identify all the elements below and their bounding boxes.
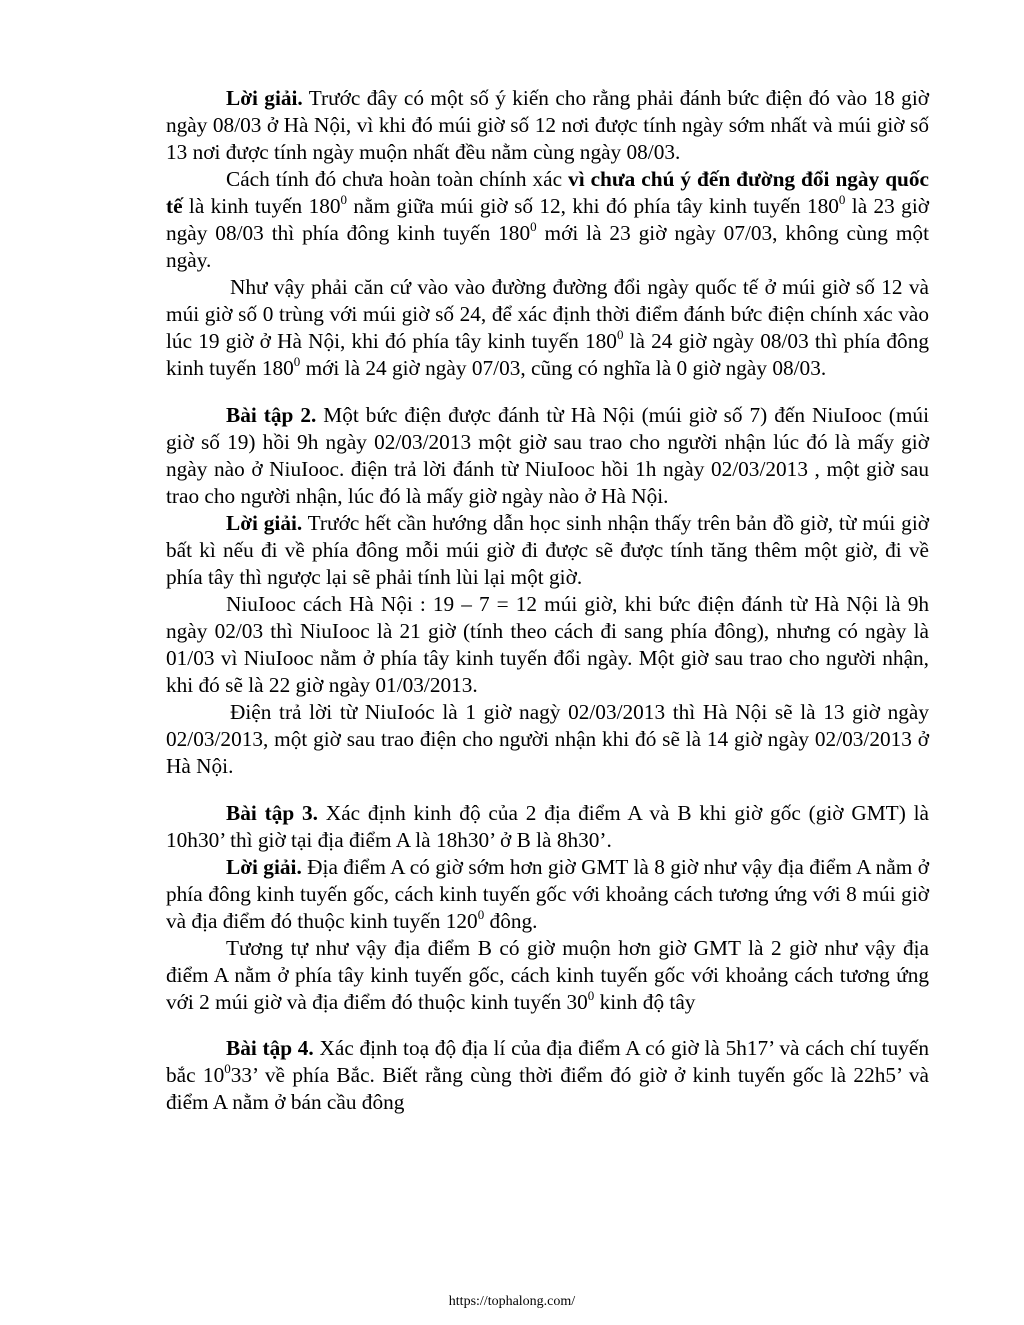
exercise-4-label: Bài tập 4. xyxy=(226,1036,314,1060)
solution-label: Lời giải. xyxy=(226,86,303,110)
solution-label: Lời giải. xyxy=(226,855,302,879)
exercise-3-label: Bài tập 3. xyxy=(226,801,318,825)
exercise-4: Bài tập 4. Xác định toạ độ địa lí của địa điểm A có giờ là 5h17’ và cách chí tuyến bắc $10^033$’ về phía Bắc. Biết rằng cùng thời điểm đó giờ ở kinh tuyến gốc là 22h5’ và điểm A nằm ở bán cầu đông xyxy=(166,1036,929,1114)
paragraph-reply-calc: Điện trả lời từ NiuIoóc là 1 giờ nagỳ 02/03/2013 thì Hà Nội sẽ là 13 giờ ngày 02/03/2013, một giờ sau trao điện cho người nhận khi đó sẽ là 14 giờ ngày 02/03/2013 ở Hà Nội. xyxy=(166,700,929,778)
exercise-2: Bài tập 2. Một bức điện được đánh từ Hà Nội (múi giờ số 7) đến NiuIooc (múi giờ số 19) hồi 9h ngày 02/03/2013 một giờ sau trao cho người nhận lúc đó là mấy giờ ngày nào ở NiuIooc. điện trả lời đánh từ NiuIooc hồi 1h ngày 02/03/2013 , một giờ sau trao cho người nhận, lúc đó là mấy giờ ngày nào ở Hà Nội. xyxy=(166,403,929,508)
bold-phrase: vì chưa chú ý đến đường đổi ngày quốc tế xyxy=(166,167,929,218)
paragraph-solution-2: Lời giải. Trước hết cần hướng dẫn học sinh nhận thấy trên bản đồ giờ, từ múi giờ bất kì nếu đi về phía đông mỗi múi giờ đi được sẽ được tính tăng thêm một giờ, đi về phía tây thì ngược lại sẽ phải tính lùi lại một giờ. xyxy=(166,511,929,589)
paragraph-newyork-calc: NiuIooc cách Hà Nội : 19 – 7 = 12 múi giờ, khi bức điện đánh từ Hà Nội là 9h ngày 02/03 thì NiuIooc là 21 giờ (tính theo cách đi sang phía đông), nhưng có ngày là 01/03 vì NiuIooc nằm ở phía tây kinh tuyến đổi ngày. Một giờ sau trao cho người nhận, khi đó sẽ là 22 giờ ngày 01/03/2013. xyxy=(166,592,929,697)
solution-label: Lời giải. xyxy=(226,511,303,535)
exercise-2-label: Bài tập 2. xyxy=(226,403,317,427)
paragraph-solution-1: Lời giải. Trước đây có một số ý kiến cho rằng phải đánh bức điện đó vào 18 giờ ngày 08/03 ở Hà Nội, vì khi đó múi giờ số 12 nơi được tính ngày sớm nhất và múi giờ số 13 nơi được tính ngày muộn nhất đều nằm cùng ngày 08/03. xyxy=(166,86,929,164)
paragraph-point-b: Tương tự như vậy địa điểm B có giờ muộn hơn giờ GMT là 2 giờ như vậy địa điểm A nằm ở phía tây kinh tuyến gốc, cách kinh tuyến gốc với khoảng cách tương ứng với 2 múi giờ và địa điểm đó thuộc kinh tuyến $30^0$ kinh độ tây xyxy=(166,936,929,1014)
paragraph-conclusion: Như vậy phải căn cứ vào vào đường đường đổi ngày quốc tế ở múi giờ số 12 và múi giờ số 0 trùng với múi giờ số 24, để xác định thời điểm đánh bức điện chính xác vào lúc 19 giờ ở Hà Nội, khi đó phía tây kinh tuyến $180^0$ là 24 giờ ngày 08/03 thì phía đông kinh tuyến $180^0$ mới là 24 giờ ngày 07/03, cũng có nghĩa là 0 giờ ngày 08/03. xyxy=(166,275,929,380)
paragraph-solution-3: Lời giải. Địa điểm A có giờ sớm hơn giờ GMT là 8 giờ như vậy địa điểm A nằm ở phía đông kinh tuyến gốc, cách kinh tuyến gốc với khoảng cách tương ứng với 8 múi giờ và địa điểm đó thuộc kinh tuyến $120^0$ đông. xyxy=(166,855,929,933)
exercise-3: Bài tập 3. Xác định kinh độ của 2 địa điểm A và B khi giờ gốc (giờ GMT) là 10h30’ thì giờ tại địa điểm A là 18h30’ ở B là 8h30’. xyxy=(166,801,929,852)
paragraph-correction: Cách tính đó chưa hoàn toàn chính xác vì chưa chú ý đến đường đổi ngày quốc tế là kinh tuyến $180^0$ nằm giữa múi giờ số 12, khi đó phía tây kinh tuyến $180^0$ là 23 giờ ngày 08/03 thì phía đông kinh tuyến $180^0$ mới là 23 giờ ngày 07/03, không cùng một ngày. xyxy=(166,167,930,272)
footer-url: https://tophalong.com/ xyxy=(448,1294,576,1309)
document-page xyxy=(166,85,929,1116)
